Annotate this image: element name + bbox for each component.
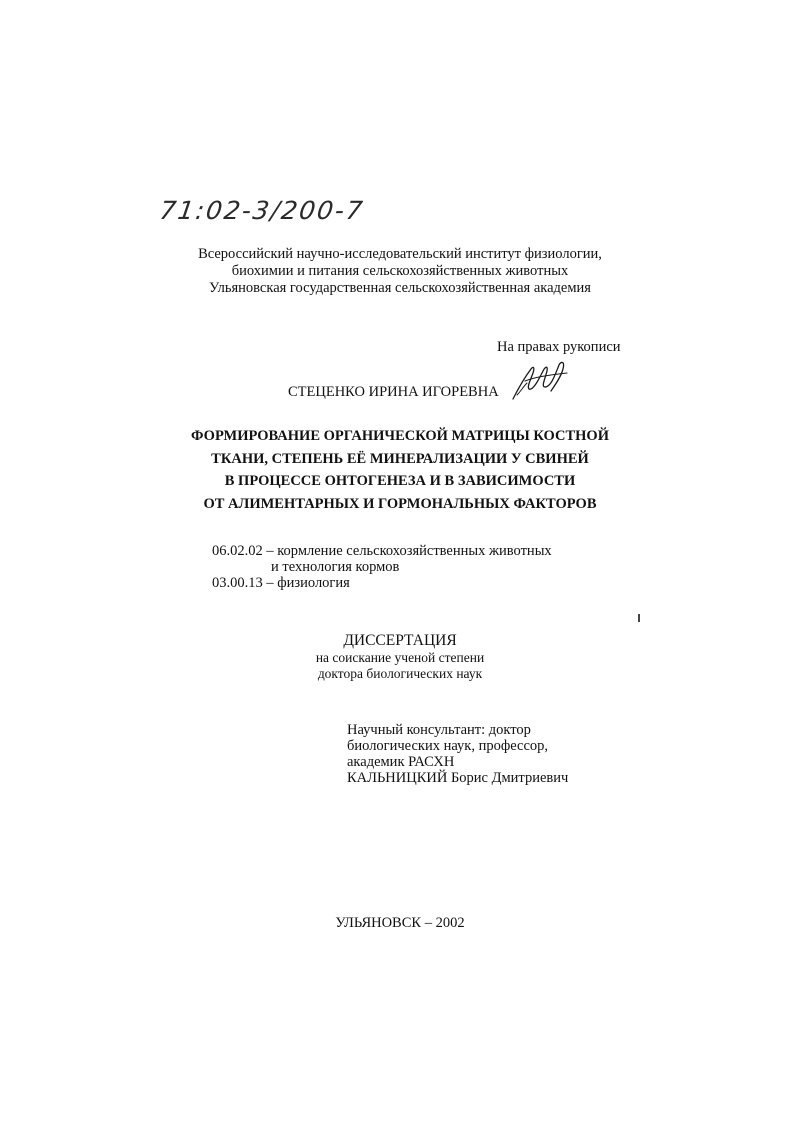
- title-line-2: ТКАНИ, СТЕПЕНЬ ЕЁ МИНЕРАЛИЗАЦИИ У СВИНЕЙ: [211, 450, 589, 467]
- institution-line-1: Всероссийский научно-исследовательский институт физиологии,: [198, 246, 602, 262]
- author-name: СТЕЦЕНКО ИРИНА ИГОРЕВНА: [288, 384, 499, 400]
- degree-name: доктора биологических наук: [317, 666, 483, 681]
- archive-number-handwritten: 71:02-3/200-7: [157, 196, 367, 225]
- consultant-line-1: Научный консультант: доктор: [347, 722, 531, 738]
- title-line-3: В ПРОЦЕССЕ ОНТОГЕНЕЗА И В ЗАВИСИМОСТИ: [224, 473, 576, 489]
- consultant-line-2: биологических наук, профессор,: [347, 738, 549, 754]
- signature-icon: [505, 357, 585, 405]
- specialty-line-1: 06.02.02 – кормление сельскохозяйственных животных: [212, 543, 552, 559]
- specialty-line-3: 03.00.13 – физиология: [212, 575, 350, 591]
- institution-line-3: Ульяновская государственная сельскохозяйственная академия: [209, 280, 591, 296]
- consultant-line-4: КАЛЬНИЦКИЙ Борис Дмитриевич: [347, 770, 569, 786]
- degree-purpose: на соискание ученой степени: [315, 650, 485, 665]
- dissertation-title: [120, 425, 680, 515]
- institution-line-2: биохимии и питания сельскохозяйственных животных: [231, 263, 569, 279]
- title-line-4: ОТ АЛИМЕНТАРНЫХ И ГОРМОНАЛЬНЫХ ФАКТОРОВ: [203, 495, 597, 512]
- city-year: УЛЬЯНОВСК – 2002: [335, 915, 465, 931]
- specialty-line-2: и технология кормов: [271, 559, 400, 575]
- consultant-line-3: академик РАСХН: [347, 754, 455, 770]
- manuscript-rights-note: На правах рукописи: [497, 339, 621, 355]
- title-line-1: ФОРМИРОВАНИЕ ОРГАНИЧЕСКОЙ МАТРИЦЫ КОСТНОЙ: [191, 428, 609, 444]
- scan-speck: [638, 614, 640, 622]
- dissertation-label: ДИССЕРТАЦИЯ: [343, 632, 457, 649]
